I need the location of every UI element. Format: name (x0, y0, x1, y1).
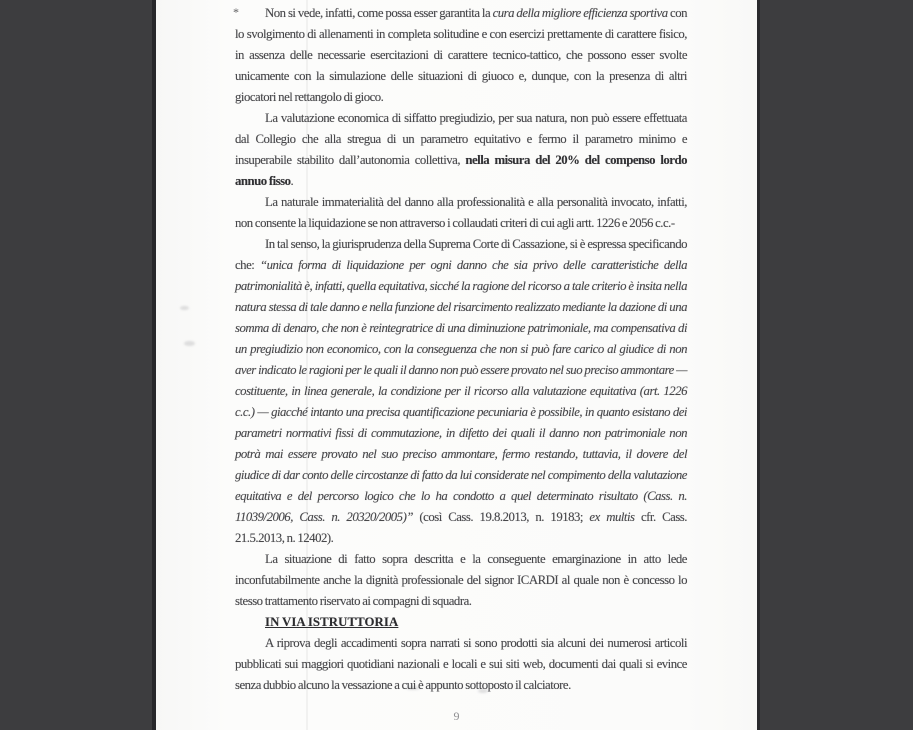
scan-smudge (180, 306, 189, 310)
text-run: La naturale immaterialità del danno alla professionalità e alla personalità invocato, infatti, non consente la liquidazione se non attraverso i collaudati criteri di cui agli artt. 1226 e 2056 c.c.- (235, 195, 687, 230)
text-run-italic-quote: “unica forma di liquidazione per ogni danno che sia privo delle caratteristiche della patrimonialità è, infatti, quella equitativa, sicché la ragione del ricorso a tale criterio è insita nella natura stessa di tale danno e nella funzione del risarcimento realizzato mediante la dazione di una somma di denaro, che non è reintegratrice di una diminuzione patrimoniale, ma compensativa di un pregiudizio non economico, con la conseguenza che non si può fare carico al giudice di non aver indicato le ragioni per le quali il danno non può essere provato nel suo preciso ammontare — costituente, in linea generale, la condizione per il ricorso alla valutazione equitativa (art. 1226 c.c.) — giacché intanto una precisa quantificazione pecuniaria è possibile, in quanto esistano dei parametri normativi fissi di commutazione, in difetto dei quali il danno non patrimoniale non potrà mai essere provato nel suo preciso ammontare, fermo restando, tuttavia, il dovere del giudice di dar conto delle circostanze di fatto da lui considerate nel compimento della valutazione equitativa e del percorso logico che lo ha condotto a quel determinato risultato (Cass. n. 11039/2006, Cass. n. 20320/2005)” (235, 258, 687, 524)
text-run: . (290, 174, 294, 188)
paragraph-giurisprudenza-cassazione (235, 234, 687, 549)
paragraph-dignita-icardi (235, 549, 687, 612)
page-number: 9 (453, 709, 460, 723)
text-run: con lo svolgimento di allenamenti in completa solitudine e con esercizi prettamente di carattere fisico, in assenza delle necessarie esercitazioni di carattere tecnico-tattico, che possono esser svolte unicamente con la simulazione delle situazioni di giuoco e, dunque, con la presenza di altri giocatori nel rettangolo di gioco. (235, 6, 687, 104)
text-run: A riprova degli accadimenti sopra narrati si sono prodotti sia alcuni dei numerosi articoli pubblicati sui maggiori quotidiani nazionali e locali e sui siti web, documenti dai quali si evince senza dubbio alcuno la vessazione a cui è appunto sottoposto il calciatore. (235, 636, 687, 692)
paragraph-efficienza-sportiva (235, 3, 687, 108)
text-run-italic: cura della migliore efficienza sportiva (492, 6, 668, 20)
paragraph-immaterialita-danno (235, 192, 687, 234)
paragraph-valutazione-economica (235, 108, 687, 192)
paragraph-riprova-accadimenti (235, 633, 687, 696)
text-run: cfr. Cass. 21.5.2013, n. 12402). (235, 510, 687, 545)
text-run: La valutazione economica di siffatto pregiudizio, per sua natura, non può essere effettuata dal Collegio che alla stregua di un parametro equitativo e fermo il parametro minimo e insuperabile stabilito dall’autonomia collettiva, (235, 111, 687, 167)
scan-smudge (184, 341, 195, 346)
heading-text: IN VIA ISTRUTTORIA (265, 615, 399, 629)
text-run: La situazione di fatto sopra descritta e la conseguente emarginazione in atto lede inconfutabilmente anche la dignità professionale del signor ICARDI al quale non è concesso lo stesso trattamento riservato ai compagni di squadra. (235, 552, 687, 608)
text-run-italic: ex multis (589, 510, 635, 524)
text-run: In tal senso, la giurisprudenza della Suprema Corte di Cassazione, si è espressa specificando che: (235, 237, 687, 272)
heading-in-via-istruttoria (235, 612, 687, 633)
document-content (235, 3, 687, 696)
footnote-asterisk: * (233, 5, 239, 19)
text-run-bold: nella misura del 20% del compenso lordo annuo fisso (235, 153, 687, 188)
text-run: Non si vede, infatti, come possa esser garantita la (265, 6, 493, 20)
text-run: (così Cass. 19.8.2013, n. 19183; (412, 510, 590, 524)
document-page (152, 0, 760, 730)
